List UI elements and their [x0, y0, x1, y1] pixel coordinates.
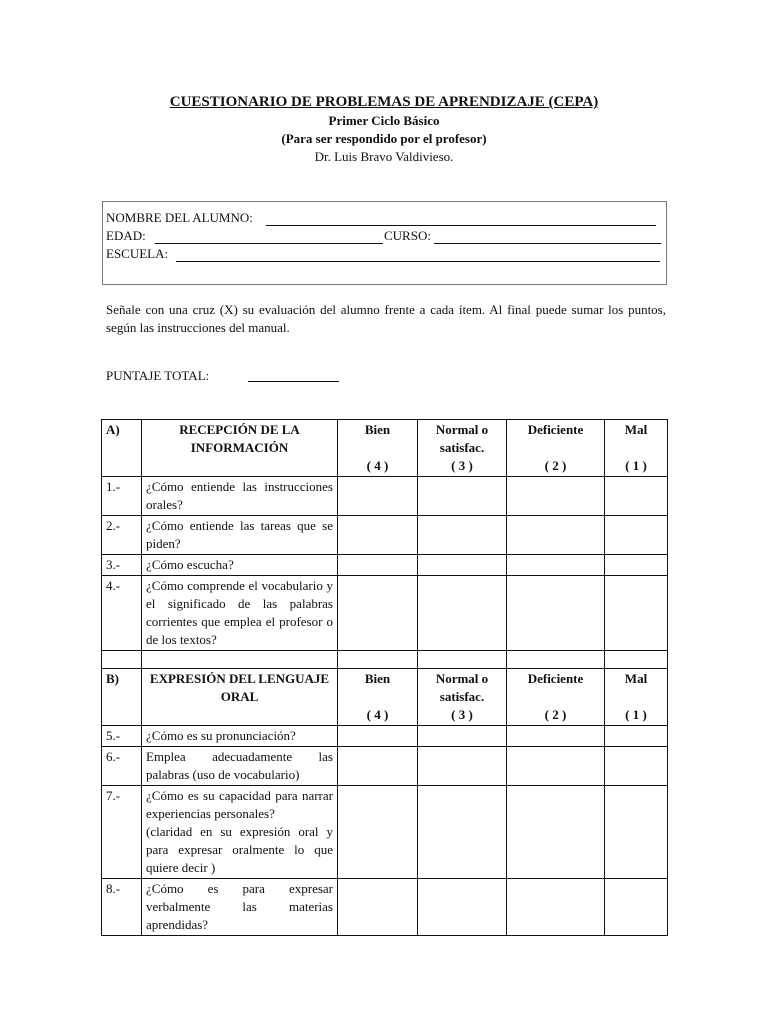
school-label: ESCUELA: [106, 246, 169, 261]
item-number: 3.- [102, 555, 142, 576]
table-row [102, 516, 668, 555]
item-number: 7.- [102, 786, 142, 879]
col-deficiente [507, 669, 605, 726]
name-label: NOMBRE DEL ALUMNO: [106, 210, 253, 225]
col-mal [605, 669, 668, 726]
cell-deficiente[interactable] [507, 726, 605, 747]
instructions-text: Señale con una cruz (X) su evaluación del alumno frente a cada ítem. Al final puede sumar los puntos, según las instrucciones del manual. [106, 302, 666, 335]
table-row [102, 555, 668, 576]
section-a-header-row [102, 420, 668, 477]
item-number: 2.- [102, 516, 142, 555]
table-row [102, 726, 668, 747]
table-row [102, 879, 668, 936]
cell-normal[interactable] [418, 555, 507, 576]
author: Dr. Luis Bravo Valdivieso. [314, 149, 454, 164]
student-info-box [102, 201, 667, 285]
cell-deficiente[interactable] [507, 879, 605, 936]
col-normal-label: Normal o satisfac. [435, 422, 489, 455]
cell-normal[interactable] [418, 786, 507, 879]
item-number: 6.- [102, 747, 142, 786]
total-score-field[interactable] [248, 381, 339, 382]
cell-bien[interactable] [338, 555, 418, 576]
col-deficiente-score: ( 2 ) [544, 458, 567, 473]
cell-mal[interactable] [605, 879, 668, 936]
col-mal-label: Mal [624, 671, 648, 686]
cell-normal[interactable] [418, 747, 507, 786]
cell-mal[interactable] [605, 477, 668, 516]
spacer-cell [605, 651, 668, 669]
course-label: CURSO: [384, 228, 431, 243]
cell-deficiente[interactable] [507, 576, 605, 651]
item-question-note: (claridad en su expresión oral y para expresar oralmente lo que quiere decir ) [146, 824, 333, 875]
section-b-letter: B) [102, 669, 142, 726]
section-a-letter: A) [102, 420, 142, 477]
section-b-header-row [102, 669, 668, 726]
cell-mal[interactable] [605, 726, 668, 747]
col-bien-label: Bien [364, 422, 391, 437]
col-mal [605, 420, 668, 477]
col-normal-label: Normal o satisfac. [435, 671, 489, 704]
col-bien [338, 669, 418, 726]
item-question: ¿Cómo es para expresar verbalmente las materias aprendidas? [142, 879, 338, 936]
cell-normal[interactable] [418, 726, 507, 747]
cell-normal[interactable] [418, 516, 507, 555]
cell-mal[interactable] [605, 576, 668, 651]
col-deficiente-label: Deficiente [527, 671, 584, 686]
table-row [102, 786, 668, 879]
age-label: EDAD: [106, 228, 146, 243]
evaluation-table [101, 419, 668, 936]
cell-bien[interactable] [338, 879, 418, 936]
table-row [102, 477, 668, 516]
cell-mal[interactable] [605, 786, 668, 879]
item-question: ¿Cómo entiende las instrucciones orales? [142, 477, 338, 516]
spacer-cell [338, 651, 418, 669]
subtitle-respondent: (Para ser respondido por el profesor) [281, 131, 487, 146]
cell-bien[interactable] [338, 576, 418, 651]
item-question: ¿Cómo escucha? [142, 555, 338, 576]
cell-mal[interactable] [605, 747, 668, 786]
total-score-label: PUNTAJE TOTAL: [106, 368, 210, 383]
name-field[interactable] [266, 225, 656, 226]
item-question: ¿Cómo entiende las tareas que se piden? [142, 516, 338, 555]
spacer-cell [507, 651, 605, 669]
col-deficiente-score: ( 2 ) [544, 707, 567, 722]
age-field[interactable] [155, 243, 383, 244]
cell-deficiente[interactable] [507, 786, 605, 879]
col-mal-label: Mal [624, 422, 648, 437]
item-number: 1.- [102, 477, 142, 516]
col-deficiente [507, 420, 605, 477]
col-mal-score: ( 1 ) [625, 458, 647, 473]
spacer-row [102, 651, 668, 669]
col-deficiente-label: Deficiente [527, 422, 584, 437]
cell-normal[interactable] [418, 477, 507, 516]
cell-bien[interactable] [338, 477, 418, 516]
spacer-cell [102, 651, 142, 669]
cell-bien[interactable] [338, 786, 418, 879]
cell-deficiente[interactable] [507, 477, 605, 516]
section-b-title: EXPRESIÓN DEL LENGUAJE ORAL [142, 669, 338, 726]
document-title: CUESTIONARIO DE PROBLEMAS DE APRENDIZAJE (CEPA) [169, 94, 599, 110]
cell-deficiente[interactable] [507, 516, 605, 555]
cell-mal[interactable] [605, 516, 668, 555]
cell-deficiente[interactable] [507, 747, 605, 786]
table-row [102, 747, 668, 786]
spacer-cell [142, 651, 338, 669]
school-field[interactable] [176, 261, 660, 262]
course-field[interactable] [434, 243, 661, 244]
item-number: 8.- [102, 879, 142, 936]
cell-mal[interactable] [605, 555, 668, 576]
col-bien [338, 420, 418, 477]
cell-bien[interactable] [338, 747, 418, 786]
col-normal [418, 420, 507, 477]
subtitle-cycle: Primer Ciclo Básico [328, 113, 440, 128]
item-question: ¿Cómo comprende el vocabulario y el significado de las palabras corrientes que emplea el profesor o de los textos? [142, 576, 338, 651]
item-question: ¿Cómo es su capacidad para narrar experiencias personales? [146, 788, 333, 821]
col-bien-score: ( 4 ) [366, 707, 389, 722]
item-number: 5.- [102, 726, 142, 747]
spacer-cell [418, 651, 507, 669]
cell-deficiente[interactable] [507, 555, 605, 576]
col-normal-score: ( 3 ) [451, 707, 473, 722]
table-row [102, 576, 668, 651]
col-bien-label: Bien [364, 671, 391, 686]
col-normal-score: ( 3 ) [451, 458, 473, 473]
item-question-cell [142, 786, 338, 879]
cell-normal[interactable] [418, 879, 507, 936]
col-bien-score: ( 4 ) [366, 458, 389, 473]
item-number: 4.- [102, 576, 142, 651]
col-mal-score: ( 1 ) [625, 707, 647, 722]
section-a-title: RECEPCIÓN DE LA INFORMACIÓN [142, 420, 338, 477]
cell-bien[interactable] [338, 726, 418, 747]
item-question: Emplea adecuadamente las palabras (uso de vocabulario) [142, 747, 338, 786]
cell-normal[interactable] [418, 576, 507, 651]
cell-bien[interactable] [338, 516, 418, 555]
item-question: ¿Cómo es su pronunciación? [142, 726, 338, 747]
col-normal [418, 669, 507, 726]
